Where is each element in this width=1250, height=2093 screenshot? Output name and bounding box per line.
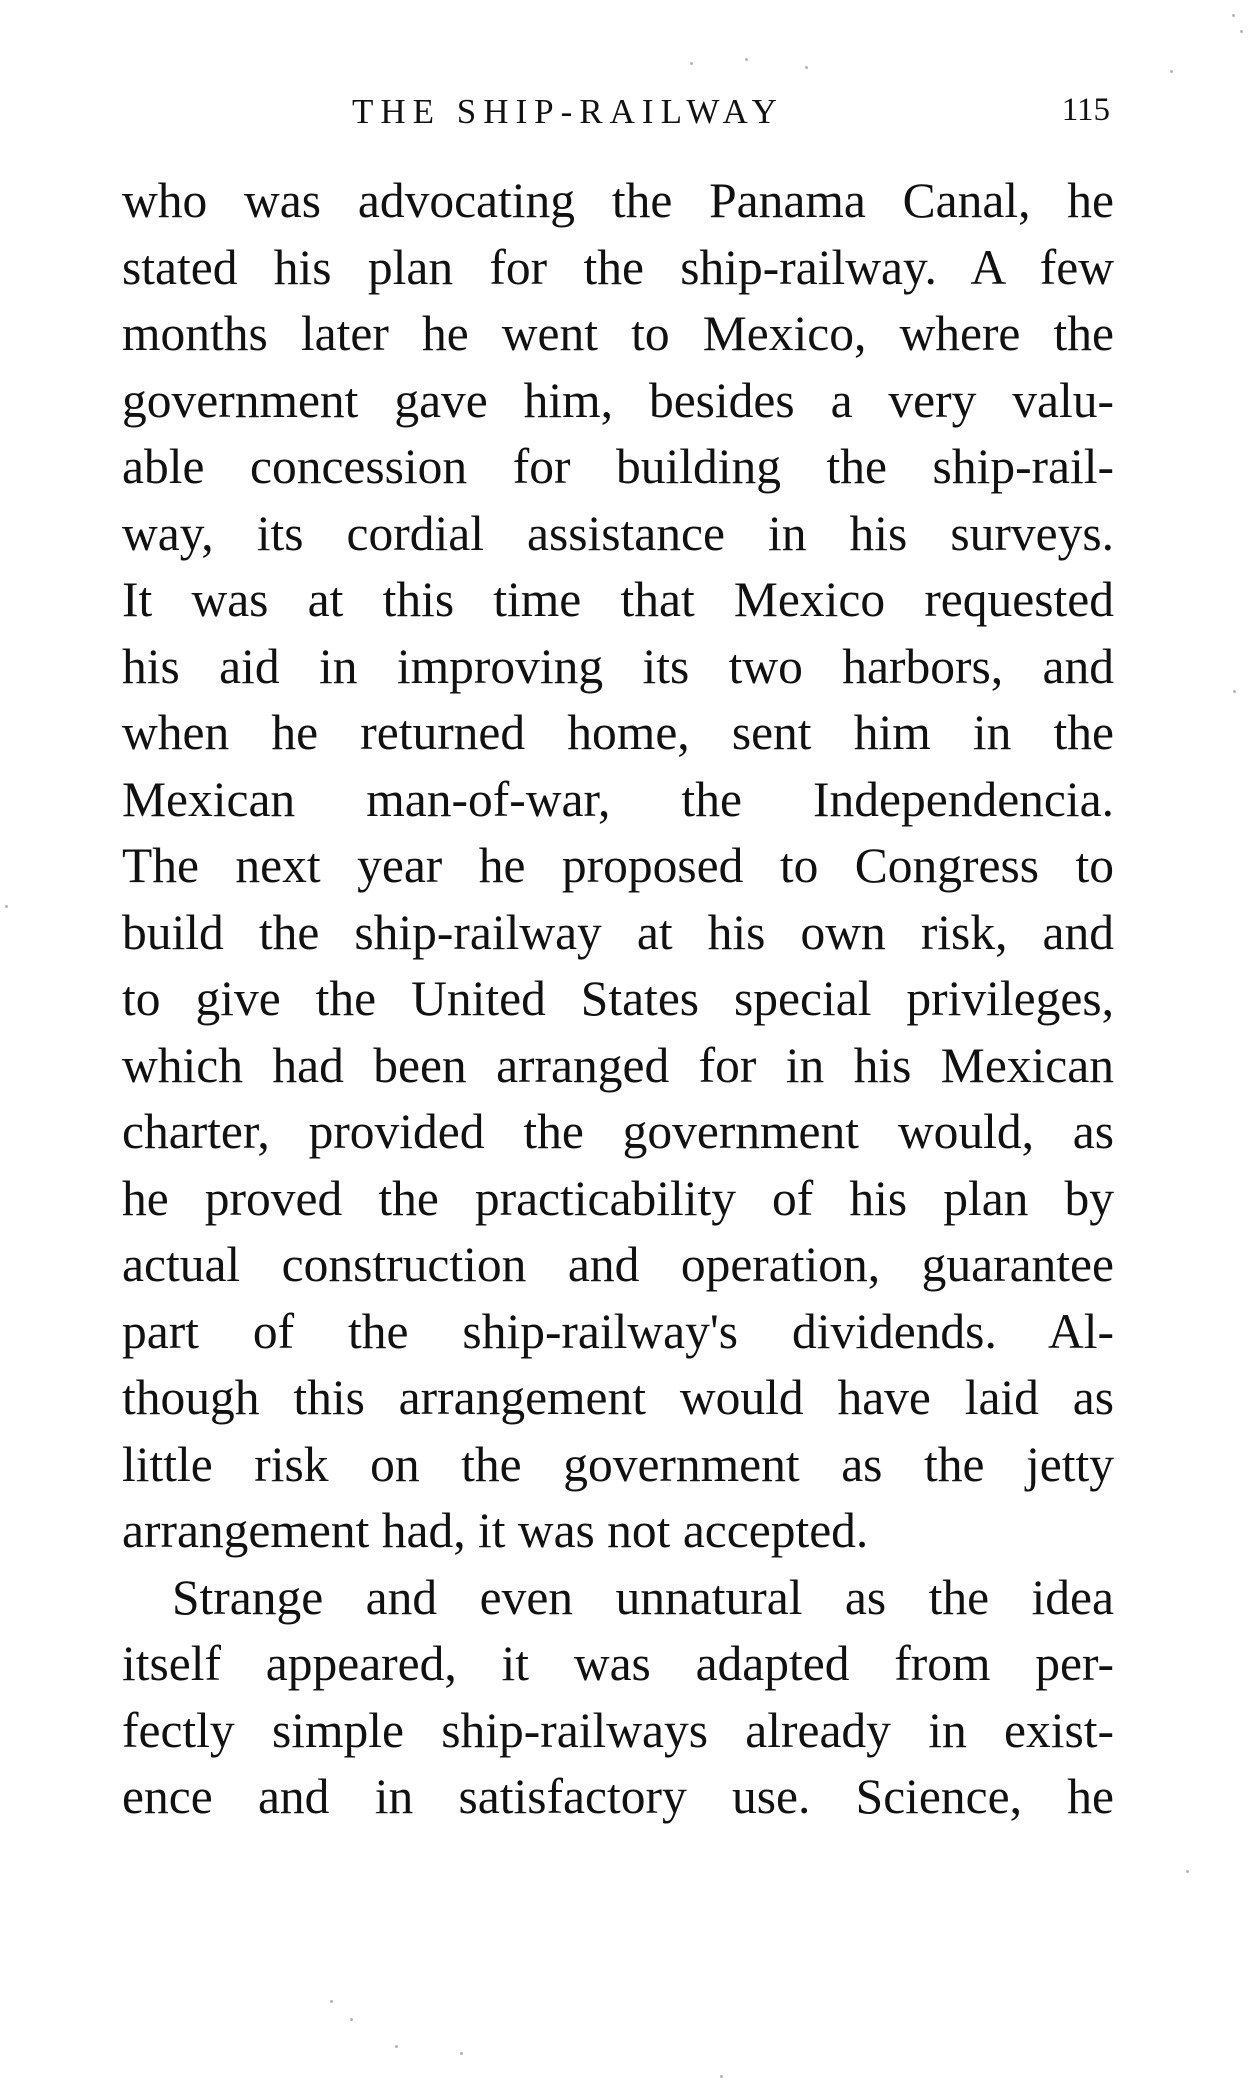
text-line: who was advocating the Panama Canal, he [122,173,1114,228]
text-line: to give the United States special privileges, [122,971,1114,1026]
text-line: his aid in improving its two harbors, and [122,638,1114,694]
text-line: he proved the practicability of his plan by [122,1170,1114,1226]
paragraph-1 [122,168,1114,1565]
text-line: It was at this time that Mexico requested [122,572,1114,627]
text-line: build the ship-railway at his own risk, and [122,904,1114,960]
text-line: though this arrangement would have laid as [122,1370,1114,1425]
text-line: able concession for building the ship-rail- [122,439,1114,494]
text-line: ence and in satisfactory use. Science, he [122,1769,1114,1824]
text-line: months later he went to Mexico, where the [122,306,1114,361]
text-line: actual construction and operation, guarantee [122,1237,1114,1292]
running-head [120,92,1120,142]
running-title: THE SHIP-RAILWAY [352,92,784,131]
text-line: stated his plan for the ship-railway. A few [122,239,1114,295]
text-line: part of the ship-railway's dividends. Al- [122,1303,1114,1359]
paragraph-2 [122,1565,1114,1831]
text-line: Strange and even unnatural as the idea [172,1569,1114,1625]
text-line: itself appeared, it was adapted from per- [122,1636,1114,1691]
text-line: when he returned home, sent him in the [122,705,1114,760]
text-line: charter, provided the government would, as [122,1104,1114,1159]
text-line: arrangement had, it was not accepted. [122,1503,869,1558]
text-line: way, its cordial assistance in his surveys. [122,505,1114,561]
body-text [122,168,1114,1831]
text-line: government gave him, besides a very valu- [122,372,1114,428]
text-line: The next year he proposed to Congress to [122,838,1114,893]
text-line: fectly simple ship-railways already in exist- [122,1702,1114,1758]
page-number: 115 [1061,92,1110,128]
text-line: little risk on the government as the jetty [122,1436,1114,1492]
text-line: which had been arranged for in his Mexican [122,1037,1114,1093]
text-line: Mexican man-of-war, the Independencia. [122,771,1114,827]
